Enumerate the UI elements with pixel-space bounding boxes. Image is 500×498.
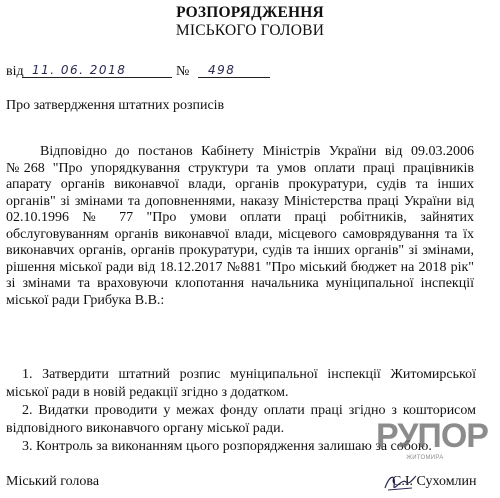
signatory-position: Міський голова xyxy=(6,474,100,489)
preamble-line: міської ради Грибука В.В.: xyxy=(6,292,165,308)
item-2-line: відповідного виконавчого органу міської ради. xyxy=(6,421,285,436)
number-prefix: № xyxy=(176,64,190,79)
preamble-line: 02.10.1996 № 77 "Про умови оплати праці робітників, зайнятих xyxy=(6,210,474,225)
date-prefix: від xyxy=(6,64,24,79)
item-1-line: міської ради в новій редакції згідно з додатком. xyxy=(6,385,289,400)
item-1-line: 1. Затвердити штатний розпис муніципальної інспекції Житомирської xyxy=(22,367,476,382)
handwritten-signature xyxy=(382,470,418,494)
document-title: РОЗПОРЯДЖЕННЯ xyxy=(176,4,324,21)
order-date: 11. 06. 2018 xyxy=(22,62,172,78)
preamble-line: виконавчих органів, органів прокуратури, судів та інших органів" зі змінами, xyxy=(6,243,474,258)
preamble-line: органів" зі змінами та доповненнями, наказу Міністерства праці України від xyxy=(6,193,474,209)
preamble-line: обслуговуванням органів виконавчої влади, місцевого самоврядування та їх xyxy=(6,226,474,242)
preamble-paragraph xyxy=(6,144,474,309)
watermark-subtitle: ЖИТОМИРА xyxy=(406,455,444,461)
date-number-line xyxy=(6,62,486,82)
item-3-line: 3. Контроль за виконанням цього розпорядження залишаю за собою. xyxy=(22,439,432,454)
preamble-line: Відповідно до постанов Кабінету Міністрів України від 09.03.2006 xyxy=(40,144,474,159)
order-number: 498 xyxy=(198,62,270,78)
signatory-name: С.І. Сухомлин xyxy=(392,474,477,489)
preamble-line: №268 "Про упорядкування структури та умов оплати праці працівників xyxy=(6,160,474,176)
preamble-line: рішення міської ради від 18.12.2017 №881 "Про міський бюджет на 2018 рік" xyxy=(6,259,474,275)
preamble-line: апарату органів виконавчої влади, органів прокуратури, судів та інших xyxy=(6,177,474,192)
preamble-line: зі змінами та враховуючи клопотання начальника муніципальної інспекції xyxy=(6,276,474,291)
order-subject: Про затвердження штатних розписів xyxy=(6,98,225,113)
watermark-word: РУПОР xyxy=(376,417,488,455)
item-2-line: 2. Видатки проводити у межах фонду оплати праці згідно з кошторисом xyxy=(22,403,476,418)
document-subtitle: МІСЬКОГО ГОЛОВИ xyxy=(175,22,325,39)
